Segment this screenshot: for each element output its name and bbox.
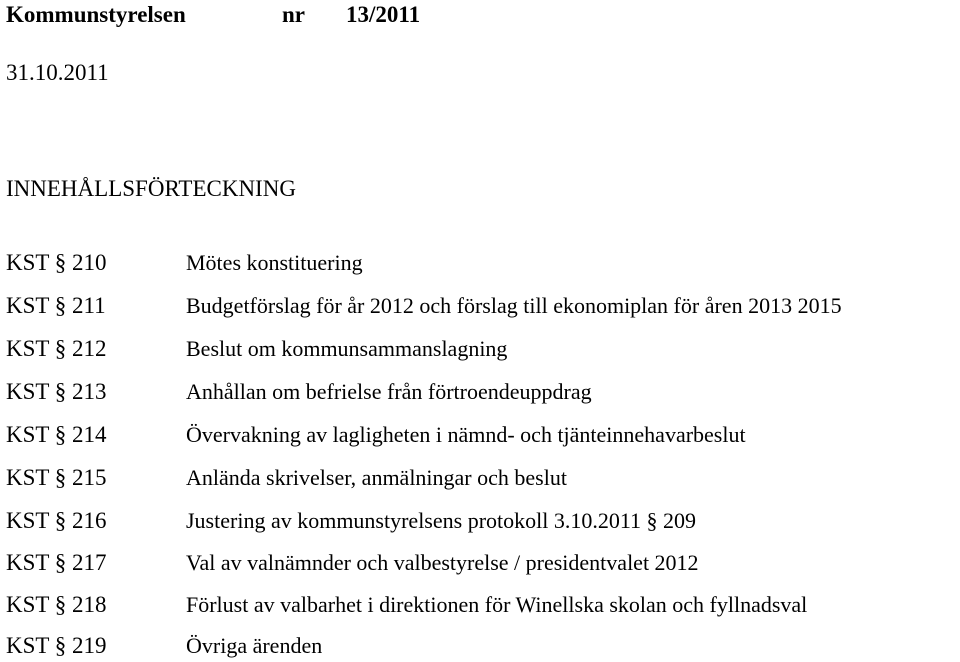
item-code: KST § 215 [6, 465, 107, 490]
toc-item [0, 548, 960, 578]
item-title: Övervakning av lagligheten i nämnd- och tjänteinnehavarbeslut [186, 422, 746, 447]
item-title: Förlust av valbarhet i direktionen för Winellska skolan och fyllnadsval [186, 592, 808, 617]
item-title: Val av valnämnder och valbestyrelse / presidentvalet 2012 [186, 550, 699, 575]
toc-item [0, 248, 960, 278]
protocol-number: 13/2011 [346, 2, 421, 27]
toc-item [0, 377, 960, 407]
item-title: Beslut om kommunsammanslagning [186, 336, 508, 361]
item-code: KST § 217 [6, 550, 107, 575]
item-title: Anlända skrivelser, anmälningar och beslut [186, 465, 567, 490]
item-code: KST § 218 [6, 592, 107, 617]
toc-item [0, 291, 960, 321]
item-code: KST § 213 [6, 379, 107, 404]
toc-item [0, 631, 960, 661]
toc-item [0, 463, 960, 493]
toc-heading: INNEHÅLLSFÖRTECKNING [6, 176, 296, 201]
document-date: 31.10.2011 [6, 60, 109, 85]
item-code: KST § 219 [6, 633, 107, 658]
item-code: KST § 212 [6, 336, 107, 361]
item-code: KST § 216 [6, 508, 107, 533]
toc-item [0, 420, 960, 450]
item-title: Budgetförslag för år 2012 och förslag till ekonomiplan för åren 2013 2015 [186, 293, 842, 318]
item-title: Anhållan om befrielse från förtroendeuppdrag [186, 379, 592, 404]
toc-item [0, 334, 960, 364]
toc-item [0, 590, 960, 620]
item-title: Övriga ärenden [186, 633, 323, 658]
item-code: KST § 210 [6, 250, 107, 275]
toc-item [0, 506, 960, 536]
item-title: Justering av kommunstyrelsens protokoll 3.10.2011 § 209 [186, 508, 697, 533]
item-code: KST § 214 [6, 422, 107, 447]
item-code: KST § 211 [6, 293, 106, 318]
number-label: nr [282, 2, 305, 27]
organization-name: Kommunstyrelsen [6, 2, 186, 27]
item-title: Mötes konstituering [186, 250, 363, 275]
